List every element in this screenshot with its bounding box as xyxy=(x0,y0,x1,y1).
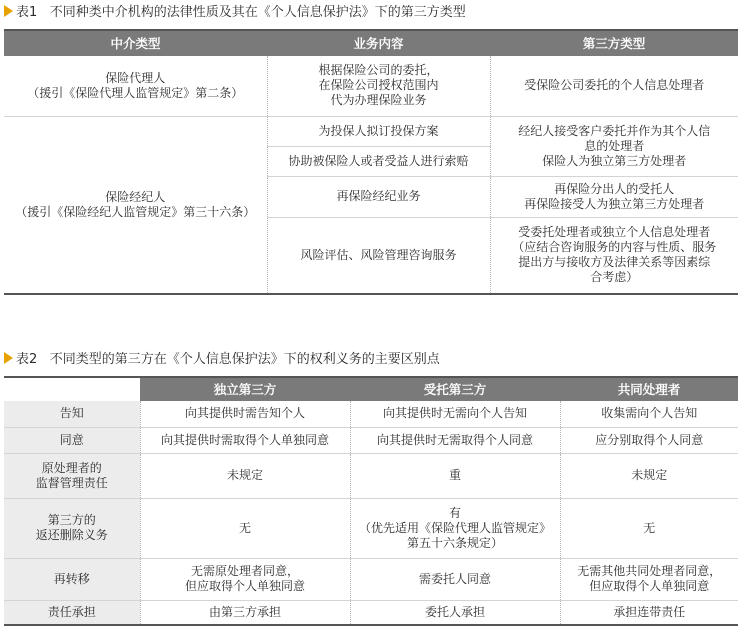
return-delete-joint: 无 xyxy=(560,498,738,558)
supervision-independent: 未规定 xyxy=(140,453,350,498)
agent-type-cell: 保险代理人 （援引《保险代理人监管规定》第二条） xyxy=(4,56,267,116)
table2-header-blank xyxy=(4,377,140,401)
retransfer-entrusted: 需委托人同意 xyxy=(350,558,560,600)
consent-joint: 应分别取得个人同意 xyxy=(560,427,738,453)
return-delete-entrusted: 有 （优先适用《保险代理人监管规定》 第五十六条规定） xyxy=(350,498,560,558)
table2-header-joint: 共同处理者 xyxy=(560,377,738,401)
table2-header-independent: 独立第三方 xyxy=(140,377,350,401)
broker-type-cell: 保险经纪人 （援引《保险经纪人监管规定》第三十六条） xyxy=(4,116,267,294)
table2-row-consent xyxy=(4,427,738,453)
consent-independent: 向其提供时需取得个人单独同意 xyxy=(140,427,350,453)
broker-third-party-3: 再保险分出人的受托人 再保险接受人为独立第三方处理者 xyxy=(490,176,738,217)
row-label-consent: 同意 xyxy=(4,427,140,453)
triangle-marker-icon xyxy=(4,5,13,17)
agent-third-party-cell: 受保险公司委托的个人信息处理者 xyxy=(490,56,738,116)
agent-business-cell: 根据保险公司的委托， 在保险公司授权范围内 代为办理保险业务 xyxy=(267,56,490,116)
table1-header-row xyxy=(4,30,738,56)
broker-business-3: 再保险经纪业务 xyxy=(267,176,490,217)
table2-caption xyxy=(4,351,440,369)
supervision-joint: 未规定 xyxy=(560,453,738,498)
notice-joint: 收集需向个人告知 xyxy=(560,401,738,427)
table2-row-liability xyxy=(4,600,738,625)
row-label-return-delete: 第三方的 返还删除义务 xyxy=(4,498,140,558)
table2-caption-prefix: 表2 xyxy=(16,352,38,367)
broker-business-2: 协助被保险人或者受益人进行索赔 xyxy=(267,146,490,176)
row-label-retransfer: 再转移 xyxy=(4,558,140,600)
table1 xyxy=(4,29,738,295)
table1-header-business: 业务内容 xyxy=(267,30,490,56)
liability-entrusted: 委托人承担 xyxy=(350,600,560,625)
table2-header-entrusted: 受托第三方 xyxy=(350,377,560,401)
table2-caption-text: 不同类型的第三方在《个人信息保护法》下的权利义务的主要区别点 xyxy=(49,352,440,367)
supervision-entrusted: 重 xyxy=(350,453,560,498)
table1-header-third-party: 第三方类型 xyxy=(490,30,738,56)
table1-caption xyxy=(4,4,466,22)
broker-third-party-1: 经纪人接受客户委托并作为其个人信 息的处理者 保险人为独立第三方处理者 xyxy=(490,116,738,176)
table1-header-type: 中介类型 xyxy=(4,30,267,56)
broker-business-1: 为投保人拟订投保方案 xyxy=(267,116,490,146)
retransfer-independent: 无需原处理者同意， 但应取得个人单独同意 xyxy=(140,558,350,600)
notice-independent: 向其提供时需告知个人 xyxy=(140,401,350,427)
table2-row-retransfer xyxy=(4,558,738,600)
table2 xyxy=(4,376,738,626)
broker-business-4: 风险评估、风险管理咨询服务 xyxy=(267,217,490,294)
notice-entrusted: 向其提供时无需向个人告知 xyxy=(350,401,560,427)
return-delete-independent: 无 xyxy=(140,498,350,558)
retransfer-joint: 无需其他共同处理者同意， 但应取得个人单独同意 xyxy=(560,558,738,600)
row-label-notice: 告知 xyxy=(4,401,140,427)
broker-third-party-4: 受委托处理者或独立个人信息处理者 （应结合咨询服务的内容与性质、服务 提出方与接收方及法律关系等因素综 合考虑） xyxy=(490,217,738,294)
table2-row-supervision xyxy=(4,453,738,498)
table2-row-notice xyxy=(4,401,738,427)
liability-joint: 承担连带责任 xyxy=(560,600,738,625)
liability-independent: 由第三方承担 xyxy=(140,600,350,625)
consent-entrusted: 向其提供时无需取得个人同意 xyxy=(350,427,560,453)
table1-caption-text: 不同种类中介机构的法律性质及其在《个人信息保护法》下的第三方类型 xyxy=(49,5,466,20)
table1-row-agent xyxy=(4,56,738,116)
triangle-marker-icon xyxy=(4,352,13,364)
row-label-supervision: 原处理者的 监督管理责任 xyxy=(4,453,140,498)
table1-row-broker-1 xyxy=(4,116,738,146)
table2-row-return-delete xyxy=(4,498,738,558)
table1-caption-prefix: 表1 xyxy=(16,5,38,20)
row-label-liability: 责任承担 xyxy=(4,600,140,625)
table2-header-row xyxy=(4,377,738,401)
